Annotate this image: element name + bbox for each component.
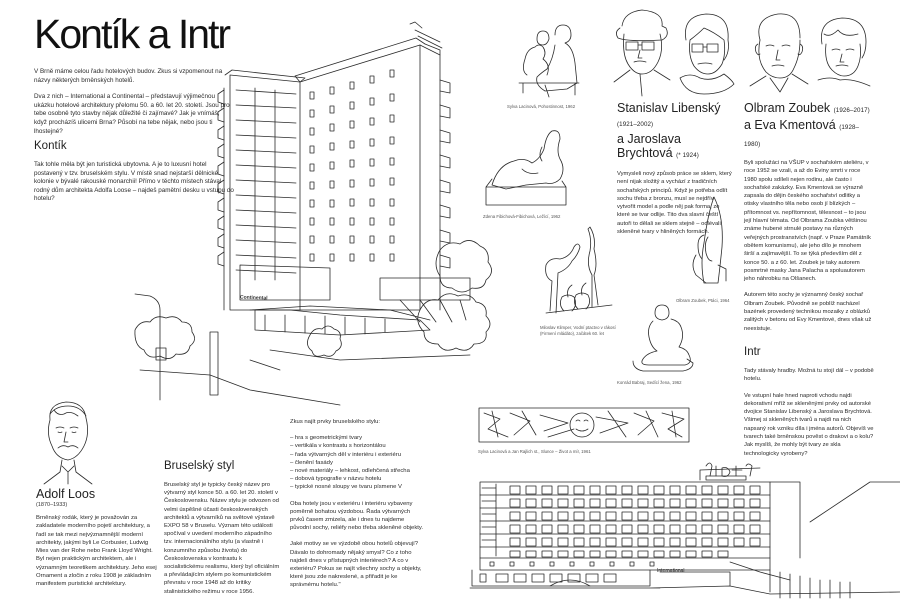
find-list-item: – hra s geometrickými tvary <box>290 435 363 442</box>
brychtova-name-text: a Jaroslava Brychtová <box>617 132 681 160</box>
portrait-jaroslava-brychtova <box>676 10 738 96</box>
brychtova-name <box>617 132 733 163</box>
adolf-loos-bio: Brněnský rodák, který je považován za zakladatele moderního pojetí architektury, a řadí se tak mezi nejvýznamnější moderní architekty, jakými byli Le Corbusier, Ludwig Mies van der Rohe nebo Frank Lloyd Wright. Byl nejen praktickým architektem, ale i významným teoretikem architektury. Jeho esej Ornament a zločin z roku 1908 je základním manifestem puristické architektury. <box>36 515 157 588</box>
zoubek-dates: (1926–2017) <box>833 107 870 114</box>
window-grid <box>510 486 760 557</box>
libensky-brychtova-text: Vymysleli nový způsob práce se sklem, který není nijak složitý a vychází z tradičních sochařských principů. Když je potřeba odlít sochu třeba z bronzu, musí se nejdřív vytvořit model a podle něj pak forma, ze které se tvar odlije. Tito dva slavní čeští autoři to dělali se sklem stejně – odlévali skleněné tvary v hliněných formách. <box>617 171 732 236</box>
find-list-item: – dobová typografie v názvu hotelu <box>290 476 382 483</box>
portrait-eva-kmentova <box>814 12 874 96</box>
continental-sign: Continental <box>239 294 268 302</box>
find-list <box>290 434 425 491</box>
intr-paragraph-1: Tady stávaly hradby. Možná tu stojí dál – v podobě hotelu. <box>744 368 874 383</box>
caption-pohostinnost: Sylva Lacinová, Pohostinnost, 1962 <box>507 104 576 109</box>
bruselsky-styl-heading: Bruselský styl <box>164 460 235 472</box>
find-paragraph-1: Oba hotely jsou v exteriéru i interiéru vybaveny poměrně bohatou výzdobou. Řada výtvarných prvků časem zmizela, ale i dnes tu najdeme původní sochy, reliéfy nebo třeba skleněné objekty. <box>290 500 424 532</box>
adolf-loos-portrait <box>38 400 98 484</box>
page-title: Kontík a Intr <box>34 11 230 57</box>
intr-paragraph-2: Ve vstupní hale hned naproti vchodu najdi dekorativní mříž se skleněnými prvky od autorské dvojice Stanislav Libenský a Jaroslava Brychtová. Všimej si skleněných tvarů a najdi na nich napsaný rok vzniku díla i jména autorů. Objevíš ve tvarech také brněnskou pověst o drakovi a o kolu? Jak myslíš, že mohly být tvary ze skla technologicky vyrobeny? <box>744 392 874 457</box>
find-list-item: – členění fasády <box>290 459 333 466</box>
caption-vodni-ptactvo-line1: Miloslav Klimper, Vodní ptactvo v rákosí <box>540 325 616 330</box>
caption-lezici: Zdena Fibichová-Fibichová, Ležící, 1962 <box>483 214 561 219</box>
portrait-olbram-zoubek <box>748 10 810 96</box>
find-lead: Zkus najít prvky bruselského stylu: <box>290 419 381 425</box>
caption-ptaci: Olbram Zoubek, Ptáci, 1964 <box>676 298 730 303</box>
kontik-heading: Kontík <box>34 140 67 152</box>
libensky-dates: (1921–2002) <box>617 121 654 128</box>
libensky-name-text: Stanislav Libenský <box>617 101 721 115</box>
find-list-item: – řada výtvarných děl v interiéru i exteriéru <box>290 451 401 458</box>
find-paragraph-2: Jaké motivy se ve výzdobě obou hotelů objevují? Dávalo to dohromady nějaký smysl? Co z toho najdeš dnes v přístupných interiérech? A co v exteriéru? Pokus se najít všechny sochy a objekty, které jsou zde nakreslené, a přiřadit je ke správnému hotelu." <box>290 541 422 589</box>
relief-slunce-zivot-a-mir-drawing <box>478 407 690 443</box>
bruselsky-styl-text: Bruselský styl je typicky český název pro výtvarný styl konce 50. a 60. let 20. století v Československu. Název stylu je odvozen od velmi úspěšné účasti československých architektů a výtvarníků na světové výstavě EXPO 58 v Bruselu. Význam této události spočíval v uvedení moderního západního tzv. internacionálního stylu (a vlastně i konzumního způsobu života) do Československa v kontrastu k socialistickému realismu, který byl oficiálním a převládajícím stylem po komunistickém převratu v roce 1948 až do kritiky stalinistického režimu v roce 1956. <box>164 482 280 595</box>
zoubek-name <box>744 101 872 118</box>
kmentova-name-text: a Eva Kmentová <box>744 118 836 132</box>
international-sign: International <box>657 568 685 574</box>
find-list-item: – typické nosné sloupy ve tvaru písmene V <box>290 484 402 491</box>
zoubek-kmentova-text: Byli spolužáci na VŠUP v sochařském ateliéru, v roce 1952 se vzali, a až do Eviny smrti v roce 1980 spolu sdíleli nejen rodinu, ale často i sochařské zakázky. Eva Kmentová se výrazně zapsala do dějin českého sochařství odlitky a otisky vlastního těla nebo osob jí blízkých – přítomnost vs. nepřítomnost, tělesnost – to jsou její hlavní témata. Od Olbrama Zoubka většinou známe hubené strnulé postavy na různých veřejných prostranstvích (např. v Praze Památník obětem komunismu), ale jeho dílo je mnohem širší a zajímavější. To se týká především děl z konce 50. a z 60. let. Zoubek je taky autorem posmrtné masky Jana Palacha a spoluautorem jeho náhrobku na Olšanech. <box>744 160 871 283</box>
caption-sedici-zena: Konrád Babraj, Sedící žena, 1962 <box>617 380 682 385</box>
kmentova-name <box>744 118 872 152</box>
zoubek-kmentova-section <box>744 101 872 333</box>
hotel-continental-drawing <box>140 10 500 410</box>
zoubek-name-text: Olbram Zoubek <box>744 101 831 115</box>
intr-heading: Intr <box>744 346 761 358</box>
adolf-loos-name: Adolf Loos <box>36 487 96 501</box>
portrait-stanislav-libensky <box>612 8 672 96</box>
intr-section <box>744 346 874 458</box>
sculpture-vodni-ptactvo-drawing <box>540 225 615 320</box>
caption-vodni-ptactvo-line2: (Firmení mládáto), začátek 60. let <box>540 330 605 336</box>
adolf-loos-dates: (1870–1933) <box>36 502 68 508</box>
find-list-item: – nové materiály – lehkost, odlehčená střecha <box>290 468 410 475</box>
kmentova-dates: (1928–1980) <box>744 124 860 148</box>
hotel-international-drawing <box>470 462 900 600</box>
intro-paragraph-1: V Brně máme celou řadu hotelových budov. Zkus si vzpomenout na názvy některých brněnských hotelů. <box>34 68 223 84</box>
kontik-text: Tak tohle měla být jen turistická ubytovna. A je to luxusní hotel postavený v tzv. bruselském stylu. V místě snad nejstarší dělnické kolonie v bývalé rakouské monarchii! Přímo v těchto místech stával rodný dům architekta Adolfa Loose – najdeš pamětní desku u vstupu do hotelu? <box>34 161 234 203</box>
caption-relief: Sylva Lacinová a Jan Rajlich st., Slunce – Život a mír, 1961 <box>478 449 591 454</box>
libensky-brychtova-section <box>617 101 733 236</box>
zoubek-sculpture-text: Autorem této sochy je významný český sochař Olbram Zoubek. Původně se poblíž nacházel bazének provedený technikou mozaiky z oblázků zalitých v betonu od Evy Kmentové, dnes však už neexistuje. <box>744 292 872 332</box>
brychtova-dates: (* 1924) <box>676 152 699 159</box>
libensky-name <box>617 101 733 132</box>
sculpture-pohostinnost-drawing <box>505 25 585 100</box>
sculpture-lezici-drawing <box>482 125 572 210</box>
bruselsky-styl-section <box>164 460 282 596</box>
find-list-item: – vertikála v kontrastu s horizontálou <box>290 443 386 450</box>
find-elements-section <box>290 418 425 598</box>
caption-vodni-ptactvo <box>540 325 616 336</box>
intro-paragraph-2: Dva z nich – International a Continental – představují výjimečnou ukázku hotelové architektury přelomu 50. a 60. let 20. století. Jsou pro tebe osobně tyto stavby nějak důležité či zajímavé? Jak je vnímáš, když procházíš ulicemi Brna? Působí na tebe nějak, nebo jsou ti lhostejné? <box>34 93 230 135</box>
adolf-loos-section <box>36 487 158 589</box>
sculpture-sedici-zena-drawing <box>627 305 697 375</box>
